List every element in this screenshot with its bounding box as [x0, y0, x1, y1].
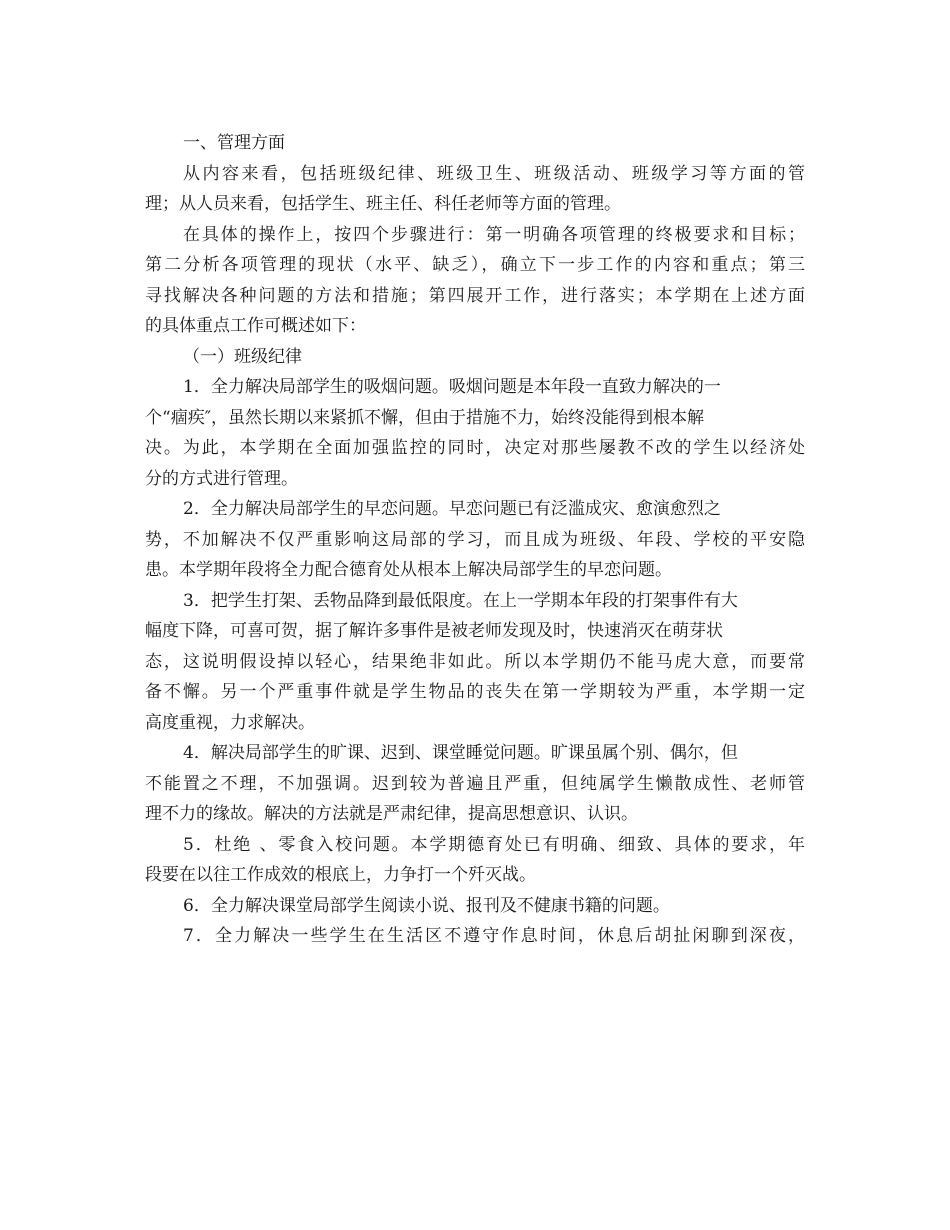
- paragraph-line: 7．全力解决一些学生在生活区不遵守作息时间，休息后胡扯闲聊到深夜，: [183, 926, 805, 946]
- paragraph-line: 理；从人员来看，包括学生、班主任、科任老师等方面的管理。: [145, 194, 621, 214]
- paragraph-line: 在具体的操作上，按四个步骤进行：第一明确各项管理的终极要求和目标；: [183, 224, 805, 245]
- paragraph-line: 理不力的缘故。解决的方法就是严肃纪律，提高思想意识、认识。: [145, 804, 638, 824]
- paragraph-line: 第二分析各项管理的现状（水平、缺乏），确立下一步工作的内容和重点；第三: [145, 255, 805, 275]
- subsection-heading: （一）班级纪律: [183, 346, 302, 367]
- paragraph-line: 1．全力解决局部学生的吸烟问题。吸烟问题是本年段一直致力解决的一: [183, 377, 721, 397]
- paragraph-line: 幅度下降，可喜可贺，据了解许多事件是被老师发现及时，快速消灭在萌芽状: [145, 621, 723, 641]
- paragraph-line: 4．解决局部学生的旷课、迟到、课堂睡觉问题。旷课虽属个别、偶尔，但: [183, 743, 738, 763]
- document-body: [145, 128, 805, 952]
- paragraph-line: 从内容来看，包括班级纪律、班级卫生、班级活动、班级学习等方面的管: [183, 163, 805, 184]
- paragraph-line: 3．把学生打架、丢物品降到最低限度。在上一学期本年段的打架事件有大: [183, 590, 738, 611]
- paragraph-line: 高度重视，力求解决。: [145, 712, 315, 733]
- paragraph-line: 5．杜绝 、零食入校问题。本学期德育处已有明确、细致、具体的要求，年: [183, 834, 805, 855]
- paragraph-line: 分的方式进行管理。: [145, 468, 298, 489]
- paragraph-line: 个“痼疾″，虽然长期以来紧抓不懈，但由于措施不力，始终没能得到根本解: [145, 407, 705, 428]
- paragraph-line: 段要在以往工作成效的根底上，力争打一个歼灭战。: [145, 865, 536, 885]
- paragraph-line: 决。为此，本学期在全面加强监控的同时，决定对那些屡教不改的学生以经济处: [145, 438, 805, 458]
- paragraph-line: 不能置之不理，不加强调。迟到较为普遍且严重，但纯属学生懒散成性、老师管: [145, 773, 805, 794]
- paragraph-line: 患。本学期年段将全力配合德育处从根本上解决局部学生的早恋问题。: [145, 560, 672, 580]
- paragraph-line: 备不懈。另一个严重事件就是学生物品的丧失在第一学期较为严重，本学期一定: [145, 682, 805, 702]
- paragraph-line: 态，这说明假设掉以轻心，结果绝非如此。所以本学期仍不能马虎大意，而要常: [145, 651, 805, 672]
- paragraph-line: 寻找解决各种问题的方法和措施；第四展开工作，进行落实；本学期在上述方面: [145, 285, 805, 306]
- paragraph-line: 6．全力解决课堂局部学生阅读小说、报刊及不健康书籍的问题。: [183, 895, 670, 916]
- section-heading: 一、管理方面: [183, 133, 285, 153]
- paragraph-line: 的具体重点工作可概述如下：: [145, 316, 366, 336]
- paragraph-line: 2．全力解决局部学生的早恋问题。早恋问题已有泛滥成灾、愈演愈烈之: [183, 499, 721, 519]
- paragraph-line: 势，不加解决不仅严重影响这局部的学习，而且成为班级、年段、学校的平安隐: [145, 529, 805, 550]
